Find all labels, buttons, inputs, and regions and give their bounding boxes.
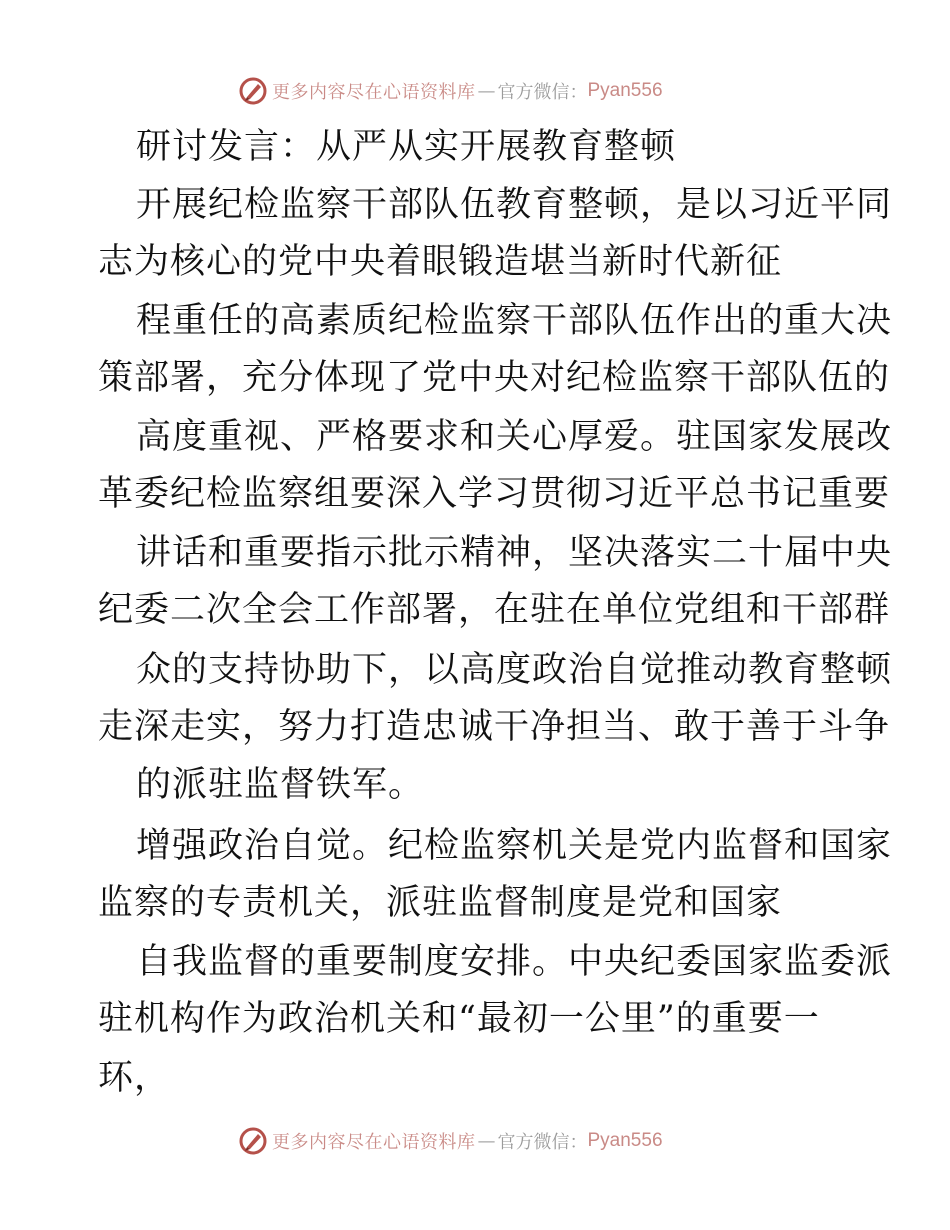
watermark-separator: — bbox=[477, 1130, 496, 1152]
header-watermark bbox=[238, 74, 663, 108]
text-line: 驻机构作为政治机关和“最初一公里”的重要一 bbox=[98, 999, 820, 1039]
watermark-wechat-label: 官方微信： bbox=[497, 1132, 588, 1153]
watermark-wechat-id: Pyan556 bbox=[587, 80, 663, 101]
text-line: 增强政治自觉。纪检监察机关是党内监督和国家 bbox=[136, 826, 893, 866]
text-line: 自我监督的重要制度安排。中央纪委国家监委派 bbox=[136, 942, 893, 982]
text-line: 环， bbox=[98, 1058, 171, 1098]
text-line: 程重任的高素质纪检监察干部队伍作出的重大决 bbox=[136, 301, 893, 341]
pen-seal-logo-icon bbox=[238, 76, 268, 106]
pen-seal-logo-icon bbox=[238, 1126, 268, 1156]
watermark-separator: — bbox=[477, 80, 496, 102]
document-title: 研讨发言：从严从实开展教育整顿 bbox=[136, 127, 677, 167]
watermark-wechat-label: 官方微信： bbox=[497, 82, 588, 103]
text-line: 策部署，充分体现了党中央对纪检监察干部队伍的 bbox=[98, 358, 891, 398]
text-line: 高度重视、严格要求和关心厚爱。驻国家发展改 bbox=[136, 417, 893, 457]
text-line: 革委纪检监察组要深入学习贯彻习近平总书记重要 bbox=[98, 474, 891, 514]
text-line: 纪委二次全会工作部署，在驻在单位党组和干部群 bbox=[98, 590, 891, 630]
footer-watermark bbox=[238, 1124, 663, 1158]
text-line: 监察的专责机关，派驻监督制度是党和国家 bbox=[98, 883, 783, 923]
text-line: 走深走实，努力打造忠诚干净担当、敢于善于斗争 bbox=[98, 707, 891, 747]
text-line: 志为核心的党中央着眼锻造堪当新时代新征 bbox=[98, 242, 783, 282]
watermark-wechat-id: Pyan556 bbox=[587, 1130, 663, 1151]
text-line: 讲话和重要指示批示精神，坚决落实二十届中央 bbox=[136, 533, 893, 573]
watermark-text: 更多内容尽在心语资料库 bbox=[272, 82, 476, 103]
text-line: 开展纪检监察干部队伍教育整顿，是以习近平同 bbox=[136, 185, 893, 225]
text-line: 众的支持协助下，以高度政治自觉推动教育整顿 bbox=[136, 650, 893, 690]
watermark-text: 更多内容尽在心语资料库 bbox=[272, 1132, 476, 1153]
text-line: 的派驻监督铁军。 bbox=[136, 765, 425, 805]
